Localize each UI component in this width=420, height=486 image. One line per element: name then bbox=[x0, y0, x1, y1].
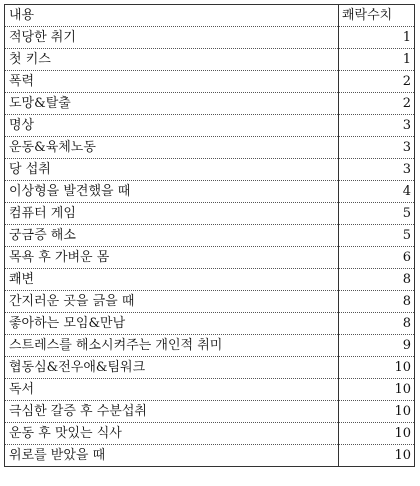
row-item: 이상형을 발견했을 때 bbox=[5, 181, 339, 203]
table-row bbox=[5, 423, 415, 445]
row-item: 명상 bbox=[5, 115, 339, 137]
table-row bbox=[5, 401, 415, 423]
row-score: 8 bbox=[339, 291, 415, 313]
row-item: 당 섭취 bbox=[5, 159, 339, 181]
table-row bbox=[5, 291, 415, 313]
table-row bbox=[5, 445, 415, 467]
row-item: 목욕 후 가벼운 몸 bbox=[5, 247, 339, 269]
pleasure-level-table bbox=[4, 4, 415, 467]
header-score: 쾌락수치 bbox=[339, 5, 415, 27]
table-row bbox=[5, 379, 415, 401]
row-item: 쾌변 bbox=[5, 269, 339, 291]
header-item: 내용 bbox=[5, 5, 339, 27]
table-row bbox=[5, 313, 415, 335]
row-item: 운동 후 맛있는 식사 bbox=[5, 423, 339, 445]
table-row bbox=[5, 93, 415, 115]
row-score: 10 bbox=[339, 401, 415, 423]
table-row bbox=[5, 203, 415, 225]
row-score: 2 bbox=[339, 93, 415, 115]
row-item: 적당한 취기 bbox=[5, 27, 339, 49]
row-score: 6 bbox=[339, 247, 415, 269]
row-item: 궁금증 해소 bbox=[5, 225, 339, 247]
table-row bbox=[5, 159, 415, 181]
table-row bbox=[5, 181, 415, 203]
row-item: 간지러운 곳을 긁을 때 bbox=[5, 291, 339, 313]
row-item: 좋아하는 모임&만남 bbox=[5, 313, 339, 335]
row-item: 스트레스를 해소시켜주는 개인적 취미 bbox=[5, 335, 339, 357]
row-score: 2 bbox=[339, 71, 415, 93]
row-score: 5 bbox=[339, 203, 415, 225]
row-item: 폭력 bbox=[5, 71, 339, 93]
row-score: 3 bbox=[339, 159, 415, 181]
table-row bbox=[5, 27, 415, 49]
row-item: 운동&육체노동 bbox=[5, 137, 339, 159]
row-score: 9 bbox=[339, 335, 415, 357]
row-score: 10 bbox=[339, 379, 415, 401]
row-item: 위로를 받았을 때 bbox=[5, 445, 339, 467]
table-row bbox=[5, 269, 415, 291]
table-row bbox=[5, 71, 415, 93]
row-item: 독서 bbox=[5, 379, 339, 401]
row-score: 10 bbox=[339, 423, 415, 445]
pleasure-level-table-container bbox=[4, 4, 414, 467]
row-score: 1 bbox=[339, 27, 415, 49]
table-row bbox=[5, 115, 415, 137]
row-item: 컴퓨터 게임 bbox=[5, 203, 339, 225]
row-item: 도망&탈출 bbox=[5, 93, 339, 115]
table-header-row bbox=[5, 5, 415, 27]
row-score: 10 bbox=[339, 357, 415, 379]
row-score: 1 bbox=[339, 49, 415, 71]
row-score: 8 bbox=[339, 269, 415, 291]
row-score: 4 bbox=[339, 181, 415, 203]
row-item: 협동심&전우애&팀워크 bbox=[5, 357, 339, 379]
table-row bbox=[5, 247, 415, 269]
row-score: 10 bbox=[339, 445, 415, 467]
table-row bbox=[5, 49, 415, 71]
table-row bbox=[5, 335, 415, 357]
row-item: 첫 키스 bbox=[5, 49, 339, 71]
table-row bbox=[5, 225, 415, 247]
row-item: 극심한 갈증 후 수분섭취 bbox=[5, 401, 339, 423]
table-row bbox=[5, 357, 415, 379]
row-score: 8 bbox=[339, 313, 415, 335]
row-score: 3 bbox=[339, 115, 415, 137]
row-score: 5 bbox=[339, 225, 415, 247]
row-score: 3 bbox=[339, 137, 415, 159]
table-row bbox=[5, 137, 415, 159]
